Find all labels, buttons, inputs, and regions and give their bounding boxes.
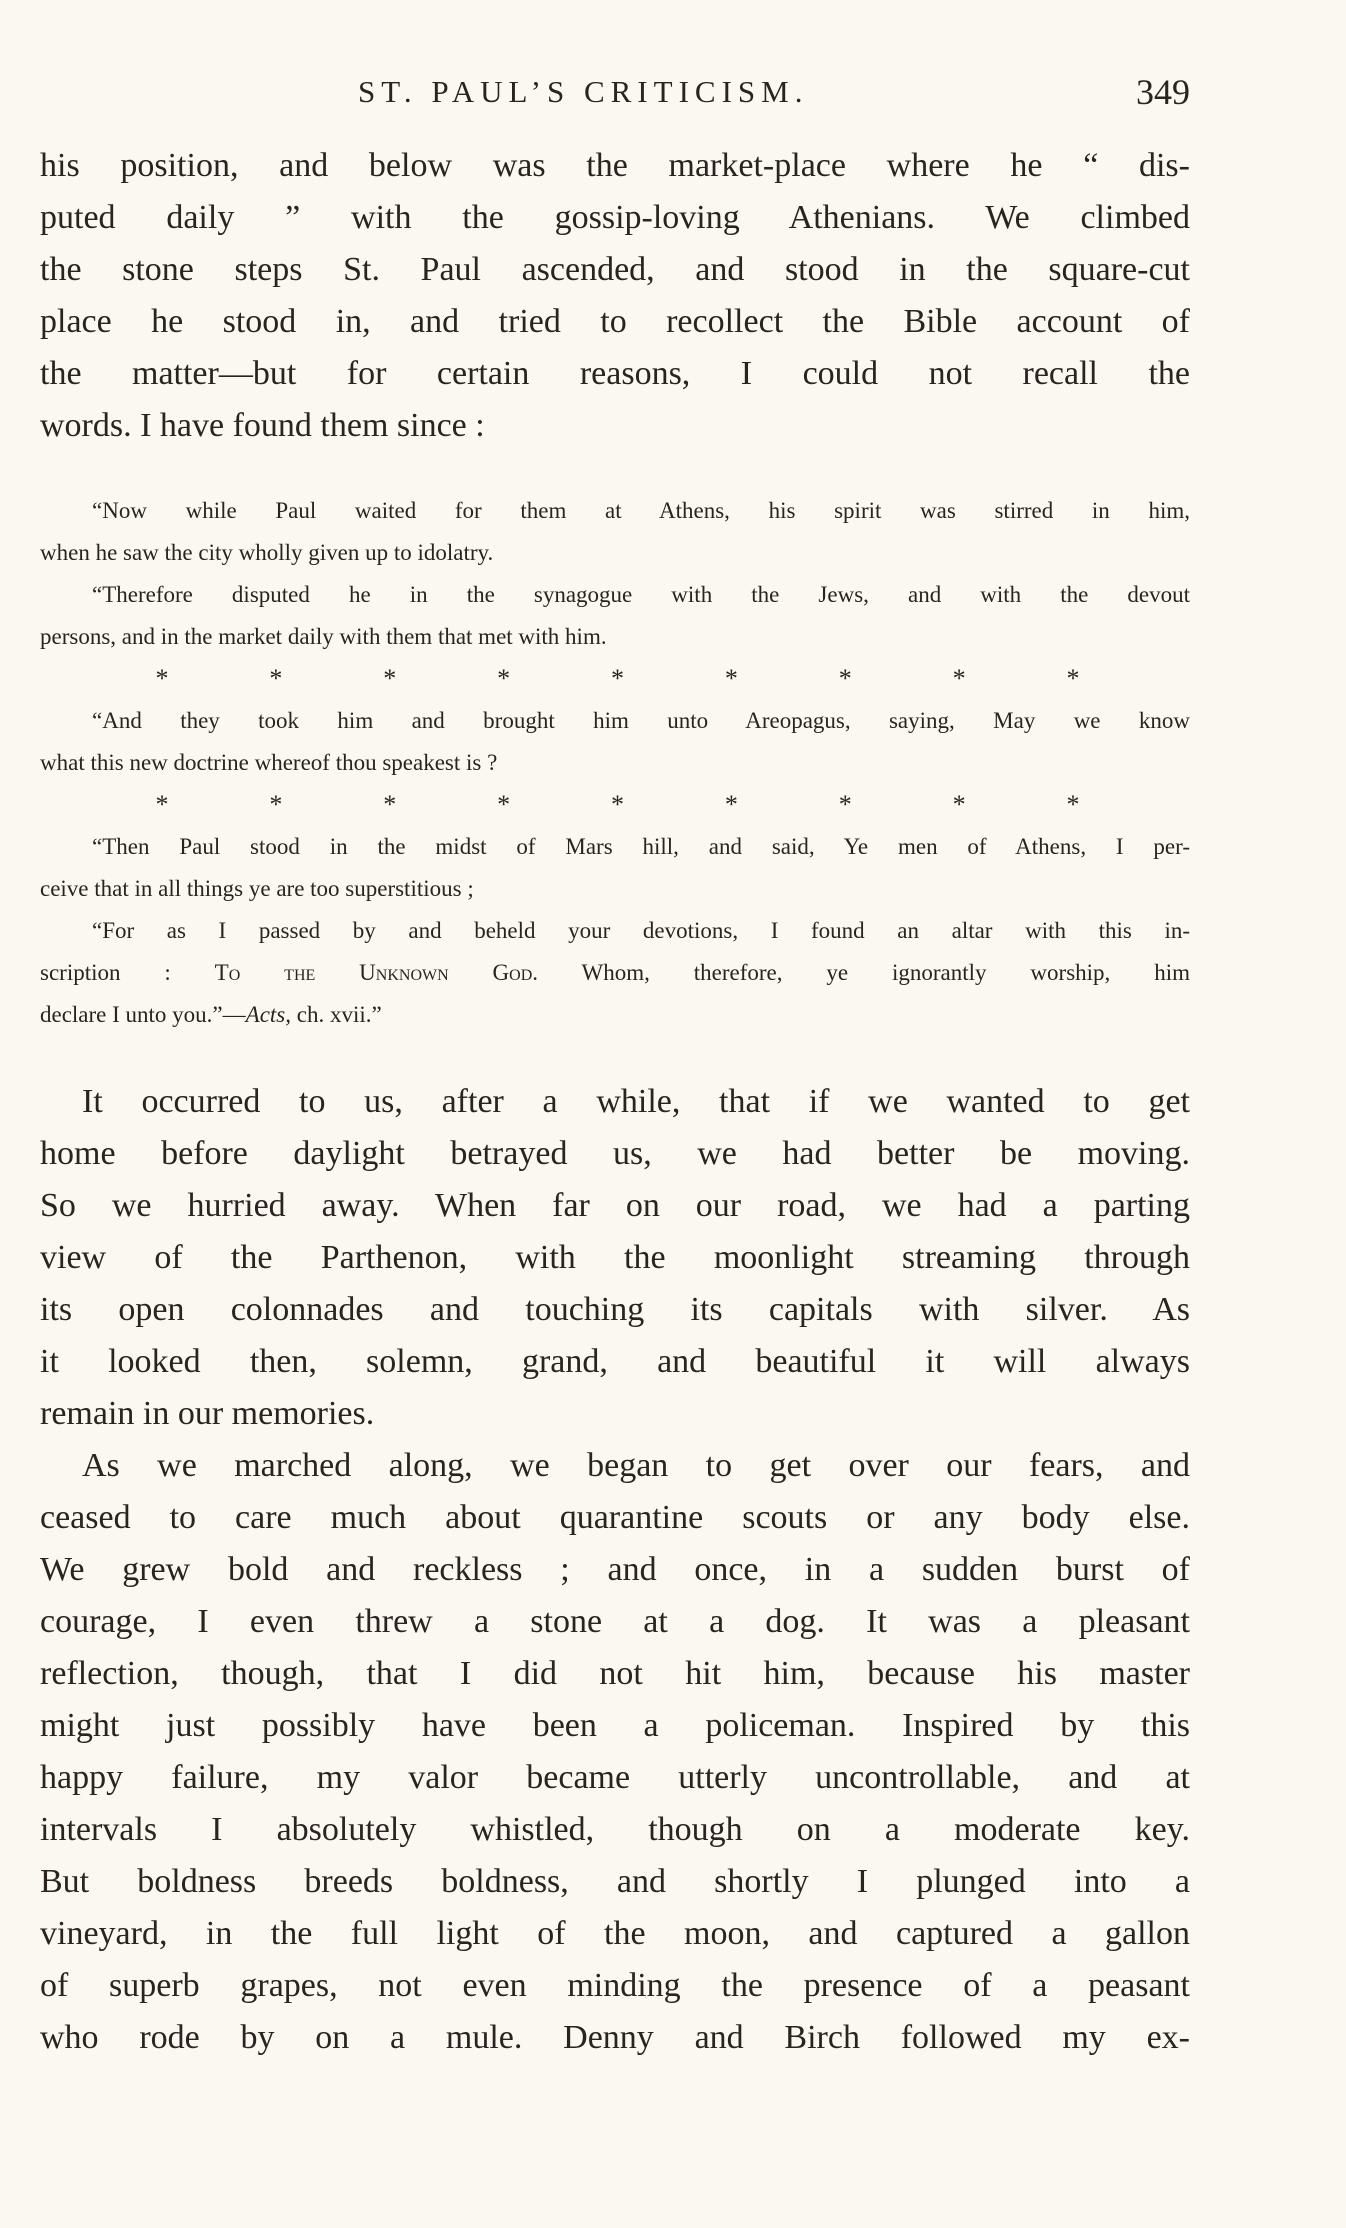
- text-line: We grew bold and reckless ; and once, in a sudden burst of: [40, 1551, 1190, 1588]
- asterisk-row: [150, 784, 1085, 826]
- text-line: But boldness breeds boldness, and shortly I plunged into a: [40, 1863, 1190, 1900]
- text-line: the matter—but for certain reasons, I could not recall the: [40, 355, 1190, 392]
- asterisk: *: [838, 664, 852, 693]
- text-line: it looked then, solemn, grand, and beautiful it will always: [40, 1343, 1190, 1380]
- asterisk: *: [497, 664, 511, 693]
- asterisk: *: [383, 664, 397, 693]
- text-line: home before daylight betrayed us, we had better be moving.: [40, 1135, 1190, 1172]
- text-line: puted daily ” with the gossip-loving Athenians. We climbed: [40, 199, 1190, 236]
- page-header: [40, 66, 1190, 118]
- altar-inscription: To the Unknown God.: [214, 960, 539, 985]
- text-line: the stone steps St. Paul ascended, and stood in the square-cut: [40, 251, 1190, 288]
- asterisk: *: [155, 790, 169, 819]
- asterisk: *: [1066, 664, 1080, 693]
- text-line: reflection, though, that I did not hit him, because his master: [40, 1655, 1190, 1692]
- quote-line: “For as I passed by and beheld your devotions, I found an altar with this in-: [92, 918, 1190, 943]
- quote-line: “Now while Paul waited for them at Athens, his spirit was stirred in him,: [92, 498, 1190, 523]
- text-line: So we hurried away. When far on our road, we had a parting: [40, 1187, 1190, 1224]
- asterisk: *: [155, 664, 169, 693]
- page-number: 349: [1136, 72, 1190, 112]
- asterisk: *: [497, 790, 511, 819]
- text-line: ceased to care much about quarantine scouts or any body else.: [40, 1499, 1190, 1536]
- quote-line: persons, and in the market daily with them that met with him.: [40, 624, 607, 649]
- asterisk: *: [724, 664, 738, 693]
- asterisk: *: [724, 790, 738, 819]
- text-line: his position, and below was the market-place where he “ dis-: [40, 147, 1190, 184]
- citation-book: Acts,: [245, 1002, 292, 1027]
- quote-line: when he saw the city wholly given up to idolatry.: [40, 540, 494, 565]
- text-line: As we marched along, we began to get over our fears, and: [82, 1447, 1190, 1484]
- asterisk: *: [269, 790, 283, 819]
- quote-text: declare I unto you.”—: [40, 1002, 246, 1027]
- text-line: place he stood in, and tried to recollect the Bible account of: [40, 303, 1190, 340]
- quote-line: [40, 952, 1190, 994]
- text-line: might just possibly have been a policeman. Inspired by this: [40, 1707, 1190, 1744]
- asterisk: *: [383, 790, 397, 819]
- running-title: ST. PAUL’S CRITICISM.: [358, 74, 809, 109]
- asterisk: *: [269, 664, 283, 693]
- text-line: who rode by on a mule. Denny and Birch followed my ex-: [40, 2019, 1190, 2056]
- text-line: its open colonnades and touching its capitals with silver. As: [40, 1291, 1190, 1328]
- quote-line: “Therefore disputed he in the synagogue with the Jews, and with the devout: [92, 582, 1190, 607]
- text-line: words. I have found them since :: [40, 407, 485, 444]
- asterisk: *: [611, 664, 624, 693]
- text-line: of superb grapes, not even minding the presence of a peasant: [40, 1967, 1190, 2004]
- quote-line: “And they took him and brought him unto Areopagus, saying, May we know: [92, 708, 1190, 733]
- text-line: intervals I absolutely whistled, though on a moderate key.: [40, 1811, 1190, 1848]
- quote-line: what this new doctrine whereof thou speakest is ?: [40, 750, 498, 775]
- quote-line: “Then Paul stood in the midst of Mars hill, and said, Ye men of Athens, I per-: [92, 834, 1190, 859]
- asterisk: *: [952, 790, 966, 819]
- quote-text: ch. xvii.”: [291, 1002, 382, 1027]
- asterisk: *: [611, 790, 624, 819]
- asterisk: *: [952, 664, 966, 693]
- asterisk: *: [838, 790, 852, 819]
- asterisk: *: [1066, 790, 1080, 819]
- text-line: happy failure, my valor became utterly uncontrollable, and at: [40, 1759, 1190, 1796]
- text-line: remain in our memories.: [40, 1395, 375, 1432]
- asterisk-row: [150, 658, 1085, 700]
- text-line: view of the Parthenon, with the moonlight streaming through: [40, 1239, 1190, 1276]
- quote-line: [40, 994, 1190, 1036]
- quote-text: Whom, therefore, ye ignorantly worship, him: [538, 960, 1190, 985]
- text-line: It occurred to us, after a while, that if we wanted to get: [82, 1083, 1190, 1120]
- quote-text: scription :: [40, 960, 215, 985]
- text-line: courage, I even threw a stone at a dog. It was a pleasant: [40, 1603, 1190, 1640]
- quote-line: ceive that in all things ye are too superstitious ;: [40, 876, 474, 901]
- text-line: vineyard, in the full light of the moon, and captured a gallon: [40, 1915, 1190, 1952]
